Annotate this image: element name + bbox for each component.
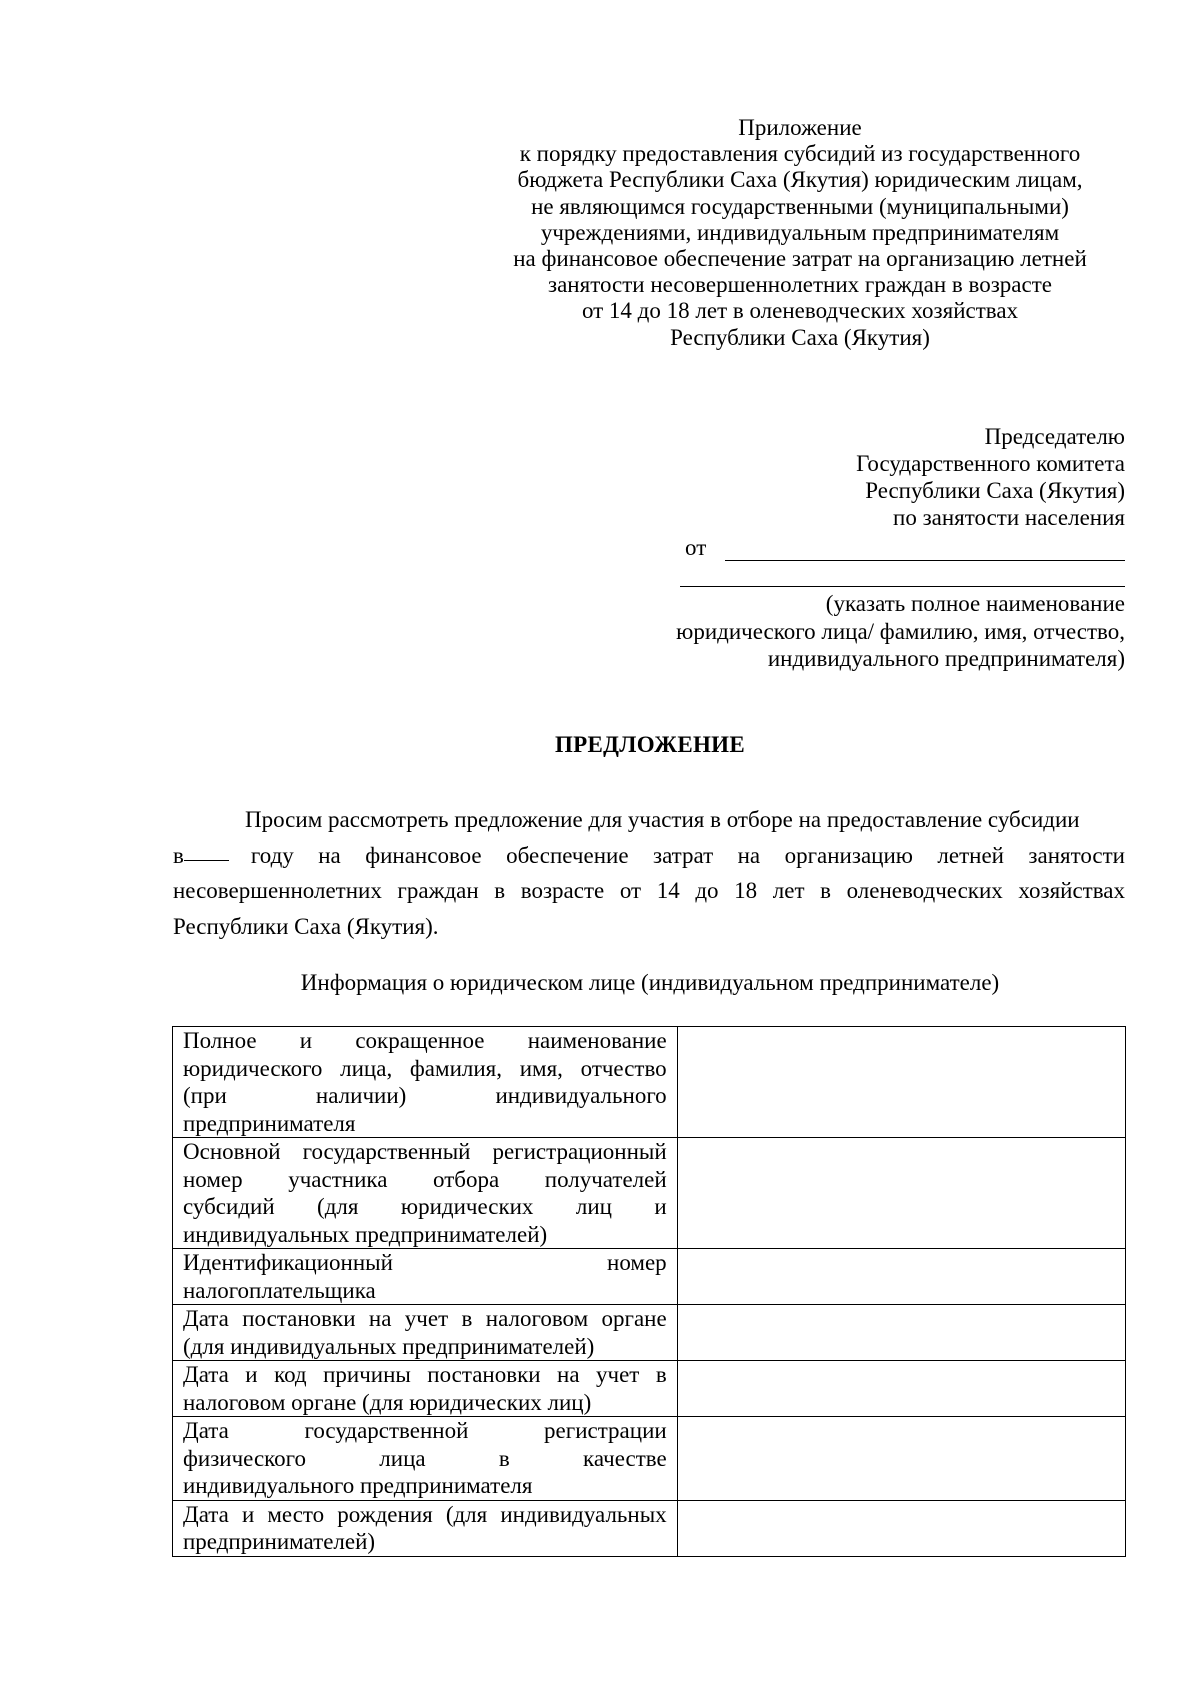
table-value-cell[interactable]	[677, 1361, 1125, 1417]
table-row	[173, 1027, 1126, 1138]
cell-line	[183, 1027, 667, 1055]
table-value-cell[interactable]	[677, 1138, 1125, 1249]
appendix-line: к порядку предоставления субсидий из государственного	[519, 141, 1081, 167]
from-blank-line-2	[680, 586, 1125, 587]
addressee-block	[856, 423, 1125, 531]
cell-line-text: номер участника отбора получателей	[183, 1166, 667, 1192]
request-paragraph	[173, 802, 1125, 944]
appendix-header	[470, 115, 1130, 351]
paragraph-prefix: в	[173, 842, 184, 868]
cell-line	[183, 1528, 667, 1556]
table-value-cell[interactable]	[677, 1305, 1125, 1361]
hint-line: (указать полное наименование	[825, 591, 1125, 616]
table-row	[173, 1305, 1126, 1361]
cell-line-text: индивидуальных предпринимателей)	[183, 1221, 548, 1247]
appendix-line: Республики Саха (Якутия)	[670, 324, 930, 350]
table-value-cell[interactable]	[677, 1027, 1125, 1138]
table-label-cell	[173, 1361, 678, 1417]
info-table	[172, 1026, 1126, 1557]
from-row	[685, 535, 1125, 565]
cell-line	[183, 1389, 667, 1417]
cell-line	[183, 1361, 667, 1389]
appendix-line: не являющимся государственными (муниципальными)	[531, 193, 1069, 219]
paragraph-line	[173, 838, 1125, 874]
cell-line-text: Дата и место рождения (для индивидуальных	[183, 1501, 667, 1527]
table-value-cell[interactable]	[677, 1417, 1125, 1501]
cell-line	[183, 1166, 667, 1194]
from-blank-line	[725, 560, 1125, 561]
table-row	[173, 1138, 1126, 1249]
addressee-line: Республики Саха (Якутия)	[865, 478, 1125, 503]
table-row	[173, 1417, 1126, 1501]
document-title	[0, 732, 1200, 758]
cell-line	[183, 1305, 667, 1333]
cell-line-text: предпринимателей)	[183, 1529, 376, 1554]
cell-line	[183, 1249, 667, 1277]
cell-line-text: Дата государственной регистрации	[183, 1418, 667, 1443]
cell-line	[183, 1193, 667, 1221]
appendix-line: Приложение	[738, 115, 862, 140]
appendix-line: учреждениями, индивидуальным предпринимателям	[540, 219, 1060, 245]
paragraph-line	[173, 909, 1125, 945]
table-row	[173, 1249, 1126, 1305]
cell-line	[183, 1138, 667, 1166]
paragraph-line-text: Просим рассмотреть предложение для участия в отборе на предоставление субсидии	[245, 807, 1080, 832]
cell-line-text: Идентификационный номер	[183, 1250, 667, 1275]
paragraph-line-text: Республики Саха (Якутия).	[173, 913, 439, 939]
cell-line-text: Дата и код причины постановки на учет в	[183, 1362, 667, 1387]
table-label-cell	[173, 1138, 678, 1249]
cell-line-text: индивидуального предпринимателя	[183, 1473, 533, 1498]
cell-line-text: Дата постановки на учет в налоговом органе	[183, 1306, 667, 1331]
paragraph-line-text: несовершеннолетних граждан в возрасте от 14 до 18 лет в оленеводческих хозяйствах	[173, 878, 1125, 903]
cell-line-text: (при наличии) индивидуального	[183, 1083, 667, 1108]
from-label: от	[685, 535, 707, 560]
cell-line	[183, 1277, 667, 1305]
appendix-line: занятости несовершеннолетних граждан в возрасте	[548, 272, 1052, 298]
cell-line	[183, 1082, 667, 1110]
document-title-text: ПРЕДЛОЖЕНИЕ	[554, 732, 746, 757]
cell-line-text: физического лица в качестве	[183, 1445, 667, 1471]
table-value-cell[interactable]	[677, 1500, 1125, 1556]
cell-line	[183, 1445, 667, 1473]
cell-line-text: предпринимателя	[183, 1110, 356, 1136]
cell-line-text: юридического лица, фамилия, имя, отчество	[183, 1055, 667, 1081]
cell-line	[183, 1501, 667, 1529]
applicant-hint	[676, 590, 1125, 673]
hint-line: индивидуального предпринимателя)	[767, 646, 1125, 671]
info-heading: Информация о юридическом лице (индивидуальном предпринимателе)	[300, 970, 1000, 995]
cell-line-text: Основной государственный регистрационный	[183, 1139, 667, 1164]
table-label-cell	[173, 1417, 678, 1501]
table-label-cell	[173, 1027, 678, 1138]
paragraph-line-text: году на финансовое обеспечение затрат на организацию летней занятости	[250, 842, 1125, 868]
cell-line	[183, 1110, 667, 1138]
paragraph-line	[173, 802, 1125, 838]
cell-line	[183, 1221, 667, 1249]
table-row	[173, 1361, 1126, 1417]
cell-line	[183, 1055, 667, 1083]
cell-line-text: Полное и сокращенное наименование	[183, 1028, 667, 1053]
year-blank-field	[184, 838, 229, 861]
appendix-line: на финансовое обеспечение затрат на организацию летней	[513, 246, 1087, 272]
addressee-line: Председателю	[984, 424, 1125, 449]
addressee-line: по занятости населения	[893, 505, 1125, 530]
table-value-cell[interactable]	[677, 1249, 1125, 1305]
cell-line-text: субсидий (для юридических лиц и	[183, 1194, 667, 1219]
cell-line-text: (для индивидуальных предпринимателей)	[183, 1333, 595, 1359]
table-label-cell	[173, 1249, 678, 1305]
table-label-cell	[173, 1305, 678, 1361]
hint-line: юридического лица/ фамилию, имя, отчество,	[676, 618, 1125, 644]
appendix-line: бюджета Республики Саха (Якутия) юридическим лицам,	[517, 167, 1083, 193]
cell-line	[183, 1417, 667, 1445]
paragraph-line	[173, 873, 1125, 909]
table-row	[173, 1500, 1126, 1556]
table-label-cell	[173, 1500, 678, 1556]
cell-line	[183, 1472, 667, 1500]
addressee-line: Государственного комитета	[856, 451, 1125, 476]
cell-line-text: налоговом органе (для юридических лиц)	[183, 1389, 592, 1415]
cell-line	[183, 1333, 667, 1361]
appendix-line: от 14 до 18 лет в оленеводческих хозяйствах	[581, 298, 1019, 324]
cell-line-text: налогоплательщика	[183, 1277, 376, 1303]
